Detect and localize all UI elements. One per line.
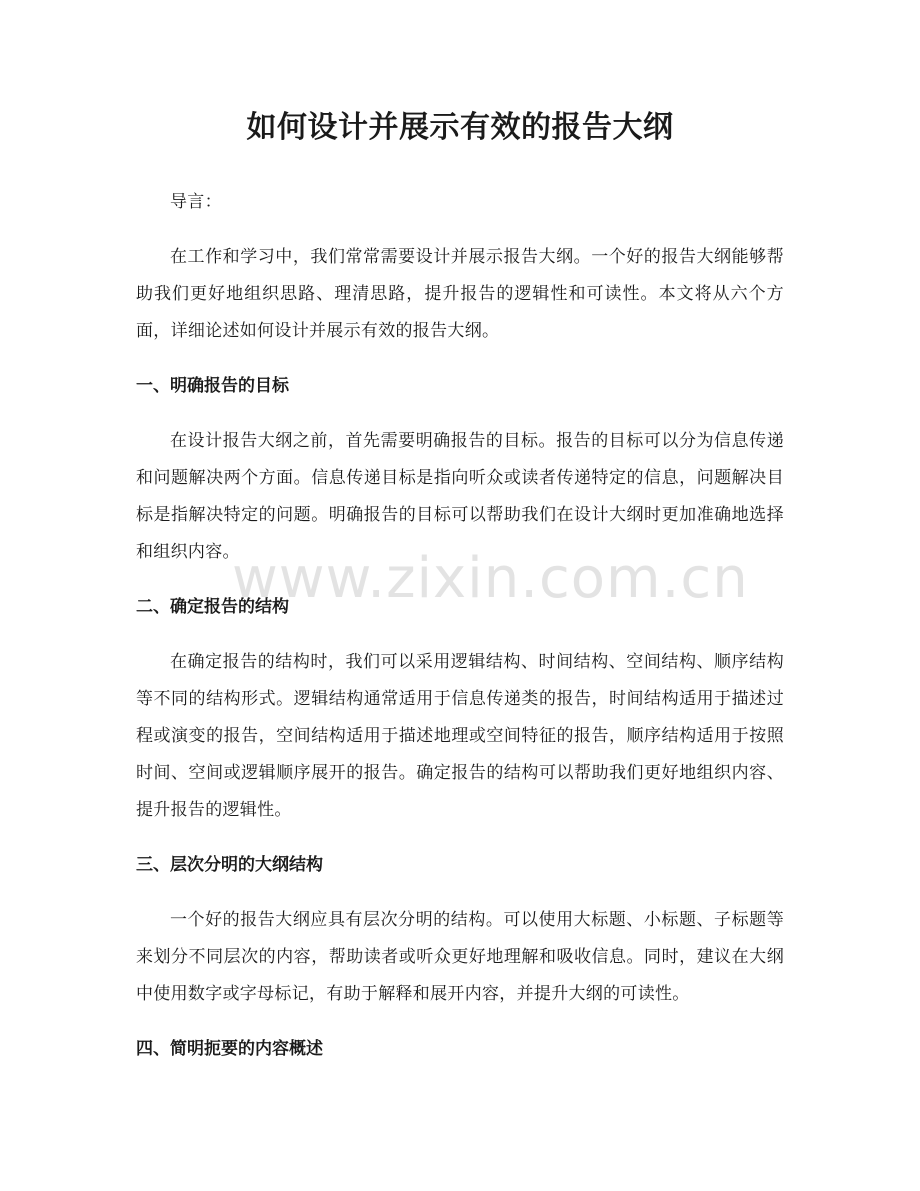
section-heading: 一、明确报告的目标 <box>136 376 289 396</box>
section-heading: 二、确定报告的结构 <box>136 597 289 617</box>
intro-paragraph: 在工作和学习中，我们常常需要设计并展示报告大纲。一个好的报告大纲能够帮助我们更好地组织思路、理清思路，提升报告的逻辑性和可读性。本文将从六个方面，详细论述如何设计并展示有效的报告大纲。 <box>136 247 784 341</box>
section-paragraph: 一个好的报告大纲应具有层次分明的结构。可以使用大标题、小标题、子标题等来划分不同层次的内容，帮助读者或听众更好地理解和吸收信息。同时，建议在大纲中使用数字或字母标记，有助于解释和展开内容，并提升大纲的可读性。 <box>136 910 784 1004</box>
section-2 <box>136 589 784 829</box>
section-heading: 三、层次分明的大纲结构 <box>136 855 323 875</box>
watermark: www.zixin.com.cn <box>232 546 749 611</box>
section-3 <box>136 847 784 1013</box>
section-1 <box>136 368 784 571</box>
section-4 <box>136 1031 784 1068</box>
document-title: 如何设计并展示有效的报告大纲 <box>246 110 674 145</box>
intro-label: 导言： <box>170 192 222 212</box>
section-paragraph: 在确定报告的结构时，我们可以采用逻辑结构、时间结构、空间结构、顺序结构等不同的结构形式。逻辑结构通常适用于信息传递类的报告，时间结构适用于描述过程或演变的报告，空间结构适用于描述地理或空间特征的报告，顺序结构适用于按照时间、空间或逻辑顺序展开的报告。确定报告的结构可以帮助我们更好地组织内容、提升报告的逻辑性。 <box>136 652 784 820</box>
section-paragraph: 在设计报告大纲之前，首先需要明确报告的目标。报告的目标可以分为信息传递和问题解决两个方面。信息传递目标是指向听众或读者传递特定的信息，问题解决目标是指解决特定的问题。明确报告的目标可以帮助我们在设计大纲时更加准确地选择和组织内容。 <box>136 431 784 562</box>
document-body <box>136 184 784 1086</box>
section-heading: 四、简明扼要的内容概述 <box>136 1039 323 1059</box>
